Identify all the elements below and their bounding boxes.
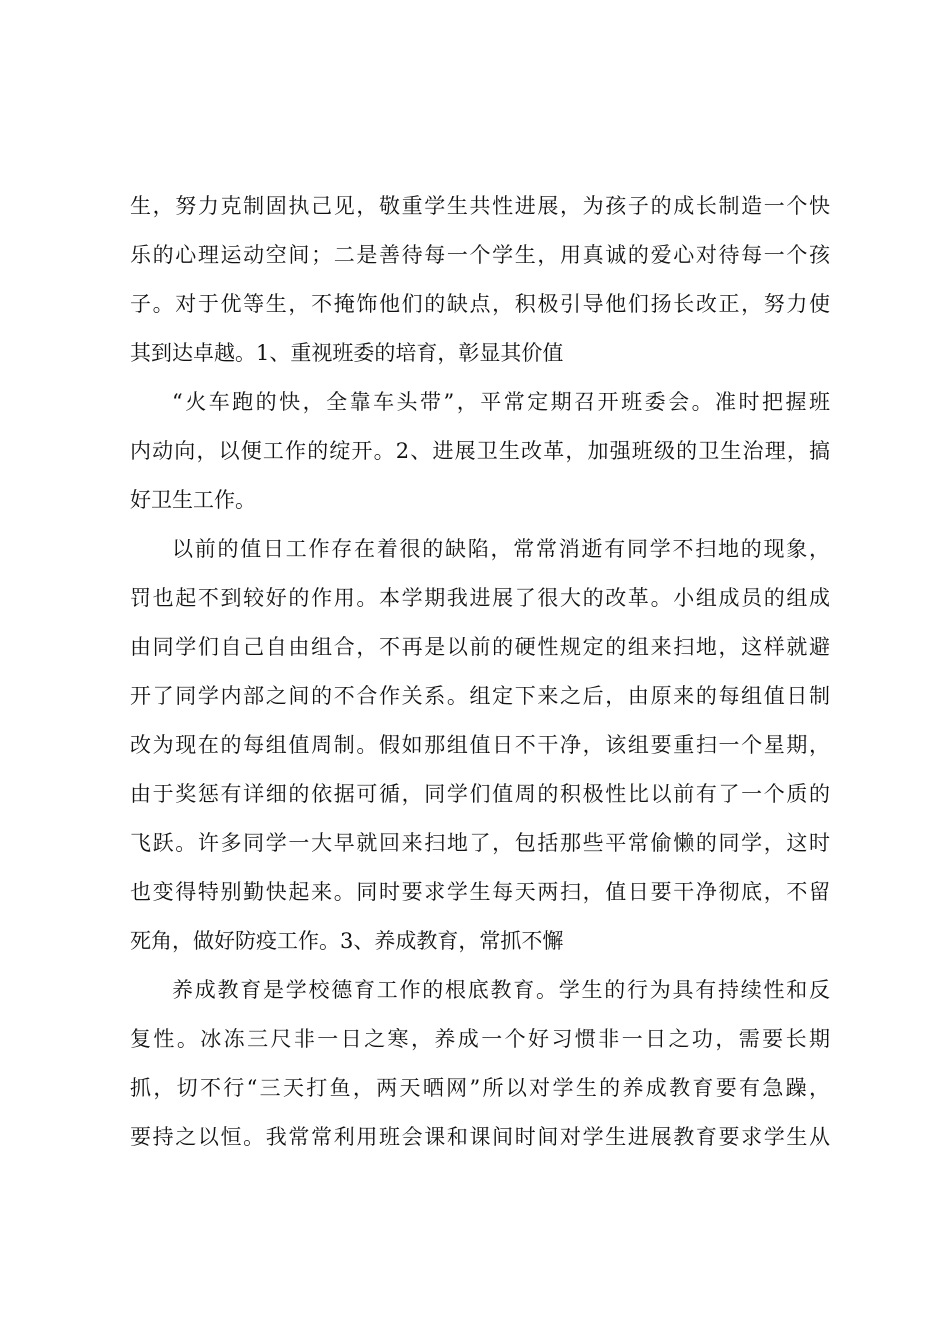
text-line: 其到达卓越。1、重视班委的培育，彰显其价值 — [130, 341, 564, 365]
text-line: 乐的心理运动空间；二是善待每一个学生，用真诚的爱心对待每一个孩 — [130, 243, 830, 267]
text-line: 改为现在的每组值周制。假如那组值日不干净，该组要重扫一个星期， — [130, 733, 830, 757]
text-line: 复性。冰冻三尺非一日之寒，养成一个好习惯非一日之功，需要长期 — [130, 1027, 830, 1051]
text-line: 由于奖惩有详细的依据可循，同学们值周的积极性比以前有了一个质的 — [130, 782, 830, 806]
text-line: 要持之以恒。我常常利用班会课和课间时间对学生进展教育要求学生从 — [130, 1125, 830, 1149]
text-line: 抓，切不行“三天打鱼，两天晒网”所以对学生的养成教育要有急躁， — [130, 1076, 830, 1100]
text-line: 死角，做好防疫工作。3、养成教育，常抓不懈 — [130, 929, 564, 953]
text-line: 开了同学内部之间的不合作关系。组定下来之后，由原来的每组值日制 — [130, 684, 830, 708]
text-line: 飞跃。许多同学一大早就回来扫地了，包括那些平常偷懒的同学，这时 — [130, 831, 830, 855]
text-line: 罚也起不到较好的作用。本学期我进展了很大的改革。小组成员的组成 — [130, 586, 830, 610]
text-line: 也变得特别勤快起来。同时要求学生每天两扫，值日要干净彻底，不留 — [130, 880, 830, 904]
paragraph-first-line: “火车跑的快，全靠车头带”，平常定期召开班委会。准时把握班 — [172, 390, 830, 414]
text-line: 由同学们自己自由组合，不再是以前的硬性规定的组来扫地，这样就避 — [130, 635, 830, 659]
text-line: 好卫生工作。 — [130, 488, 256, 512]
paragraph-first-line: 以前的值日工作存在着很的缺陷，常常消逝有同学不扫地的现象， — [172, 537, 830, 561]
text-line: 生，努力克制固执己见，敬重学生共性进展，为孩子的成长制造一个快 — [130, 194, 830, 218]
text-line: 子。对于优等生，不掩饰他们的缺点，积极引导他们扬长改正，努力使 — [130, 292, 830, 316]
paragraph-first-line: 养成教育是学校德育工作的根底教育。学生的行为具有持续性和反 — [172, 978, 830, 1002]
text-line: 内动向，以便工作的绽开。2、进展卫生改革，加强班级的卫生治理，搞 — [130, 439, 830, 463]
